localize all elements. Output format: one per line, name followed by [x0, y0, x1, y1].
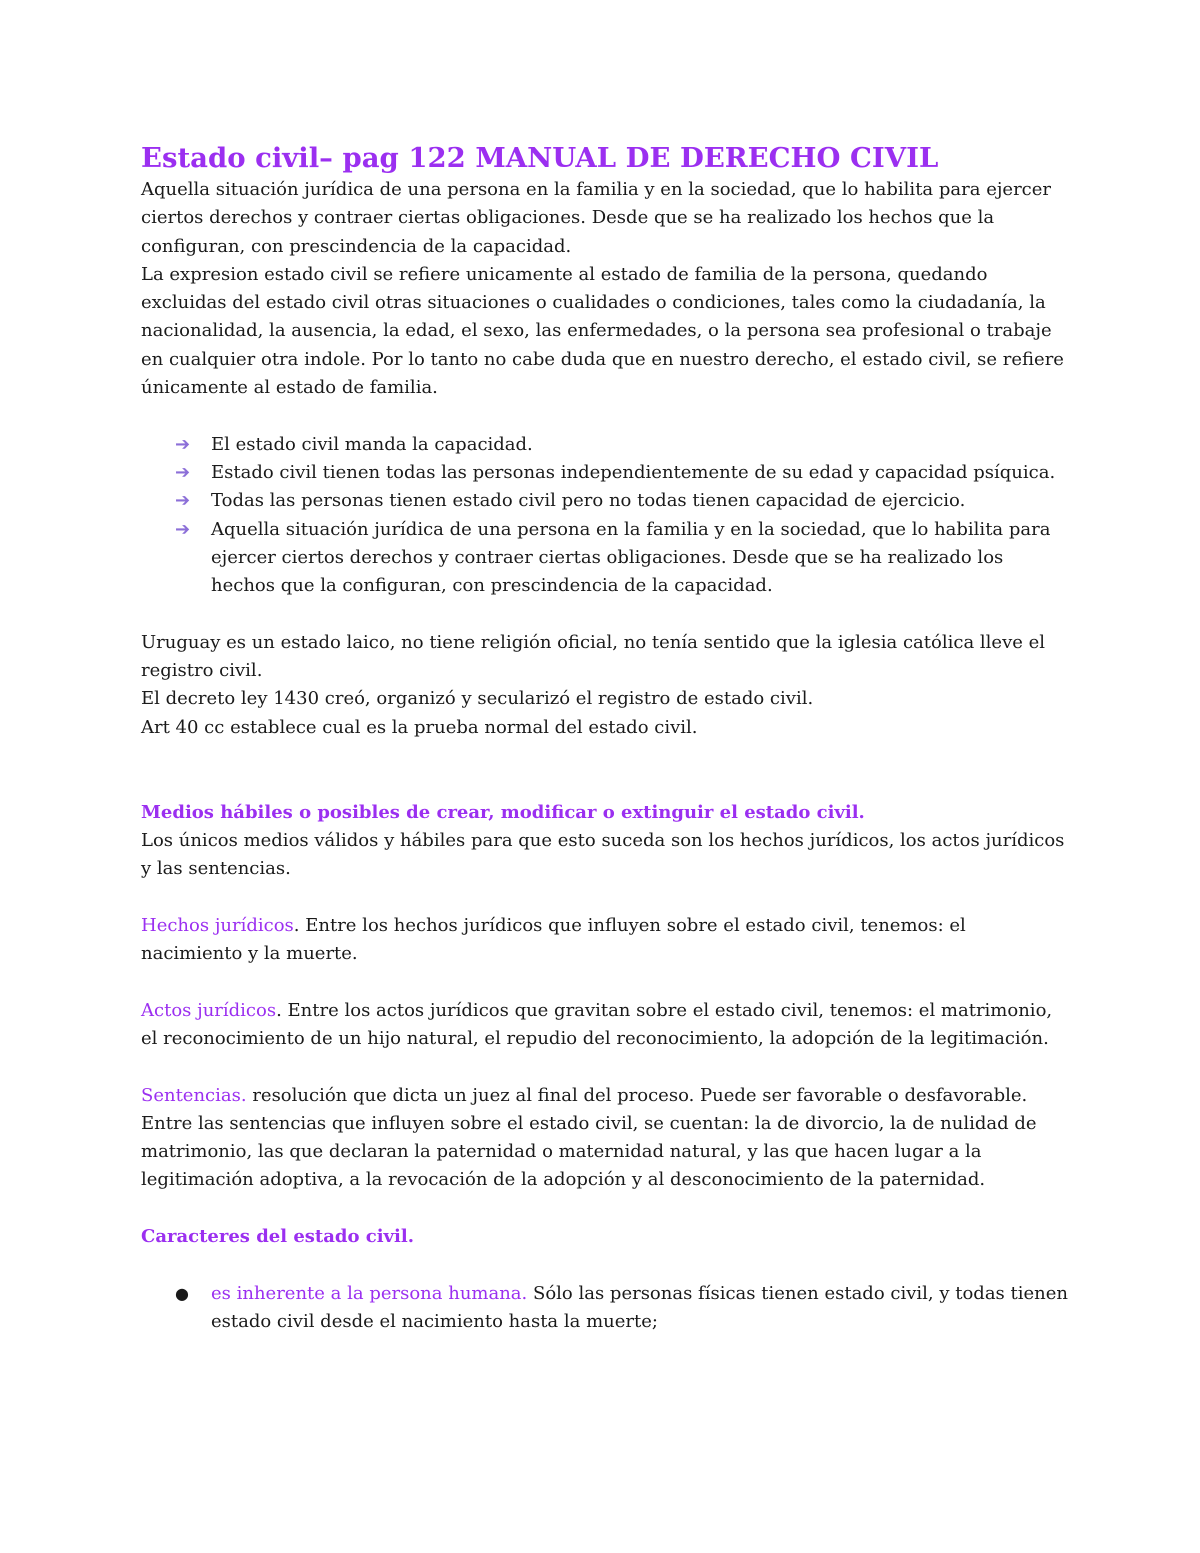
actos-paragraph	[141, 997, 1071, 1054]
hechos-text: . Entre los hechos jurídicos que influyen sobre el estado civil, tenemos: el nacimiento y la muerte.	[141, 914, 966, 965]
decreto-paragraph: El decreto ley 1430 creó, organizó y secularizó el registro de estado civil.	[141, 688, 814, 710]
caracteres-heading: Caracteres del estado civil.	[141, 1225, 414, 1247]
actos-text: . Entre los actos jurídicos que gravitan sobre el estado civil, tenemos: el matrimonio, el reconocimiento de un hijo natural, el repudio del reconocimiento, la adopción de la legitimación.	[141, 999, 1053, 1049]
spacer	[141, 600, 1071, 628]
list-item-label: es inherente a la persona humana.	[211, 1282, 528, 1304]
list-item	[175, 1280, 1071, 1337]
intro-paragraph: La expresion estado civil se refiere unicamente al estado de familia de la persona, quedando excluidas del estado civil otras situaciones o cualidades o condiciones, tales como la ciudadanía, la nacionalidad, la ausencia, la edad, el sexo, las enfermedades, o la persona sea profesional o trabaje en cualquier otra indole. Por lo tanto no cabe duda que en nuestro derecho, el estado civil, se refiere únicamente al estado de familia.	[141, 263, 1064, 399]
list-item-text: El estado civil manda la capacidad.	[211, 433, 533, 455]
medios-paragraph: Los únicos medios válidos y hábiles para que esto suceda son los hechos jurídicos, los actos jurídicos y las sentencias.	[141, 829, 1065, 880]
hechos-label: Hechos jurídicos	[141, 914, 294, 936]
list-item	[175, 431, 1071, 459]
bullet-list	[141, 1280, 1071, 1337]
medios-heading: Medios hábiles o posibles de crear, modificar o extinguir el estado civil.	[141, 801, 865, 823]
spacer	[141, 1251, 1071, 1279]
arrow-icon: ➔	[175, 433, 191, 455]
list-item	[175, 487, 1071, 515]
bullet-icon: ●	[175, 1283, 189, 1303]
uruguay-paragraph: Uruguay es un estado laico, no tiene religión oficial, no tenía sentido que la iglesia católica lleve el registro civil.	[141, 631, 1046, 682]
arrow-icon: ➔	[175, 461, 191, 483]
spacer	[141, 968, 1071, 996]
spacer	[141, 402, 1071, 430]
document-page	[141, 140, 1071, 1336]
arrow-icon: ➔	[175, 490, 191, 512]
hechos-paragraph	[141, 912, 1071, 969]
actos-label: Actos jurídicos	[141, 999, 277, 1021]
document-title: Estado civil– pag 122 MANUAL DE DERECHO CIVIL	[141, 142, 939, 174]
intro-paragraph: Aquella situación jurídica de una persona en la familia y en la sociedad, que lo habilita para ejercer ciertos derechos y contraer ciertas obligaciones. Desde que se ha realizado los hechos que la configuran, con prescindencia de la capacidad.	[141, 179, 1052, 257]
arrow-icon: ➔	[175, 518, 191, 540]
art40-paragraph: Art 40 cc establece cual es la prueba normal del estado civil.	[141, 716, 698, 738]
list-item-text: Aquella situación jurídica de una persona en la familia y en la sociedad, que lo habilita para ejercer ciertos derechos y contraer ciertas obligaciones. Desde que se ha realizado los hechos que la configuran, con prescindencia de la capacidad.	[211, 518, 1051, 597]
spacer	[141, 1053, 1071, 1081]
arrow-list	[141, 431, 1071, 601]
sentencias-paragraph	[141, 1082, 1071, 1110]
list-item-text: Sólo las personas físicas tienen estado civil, y todas tienen estado civil desde el nacimiento hasta la muerte;	[211, 1282, 1068, 1332]
list-item-text: Todas las personas tienen estado civil pero no todas tienen capacidad de ejercicio.	[211, 490, 966, 512]
spacer	[141, 1195, 1071, 1223]
sentencias-text: resolución que dicta un juez al final del proceso. Puede ser favorable o desfavorable.	[246, 1084, 1028, 1106]
spacer	[141, 883, 1071, 911]
spacer	[141, 742, 1071, 799]
list-item	[175, 516, 1071, 601]
sentencias-label: Sentencias.	[141, 1084, 247, 1106]
sentencias-paragraph-2: Entre las sentencias que influyen sobre el estado civil, se cuentan: la de divorcio, la de nulidad de matrimonio, las que declaran la paternidad o maternidad natural, y las que hacen lugar a la legitimación adoptiva, a la revocación de la adopción y al desconocimiento de la paternidad.	[141, 1112, 1037, 1191]
list-item	[175, 459, 1071, 487]
list-item-text: Estado civil tienen todas las personas independientemente de su edad y capacidad psíquica.	[211, 461, 1056, 483]
